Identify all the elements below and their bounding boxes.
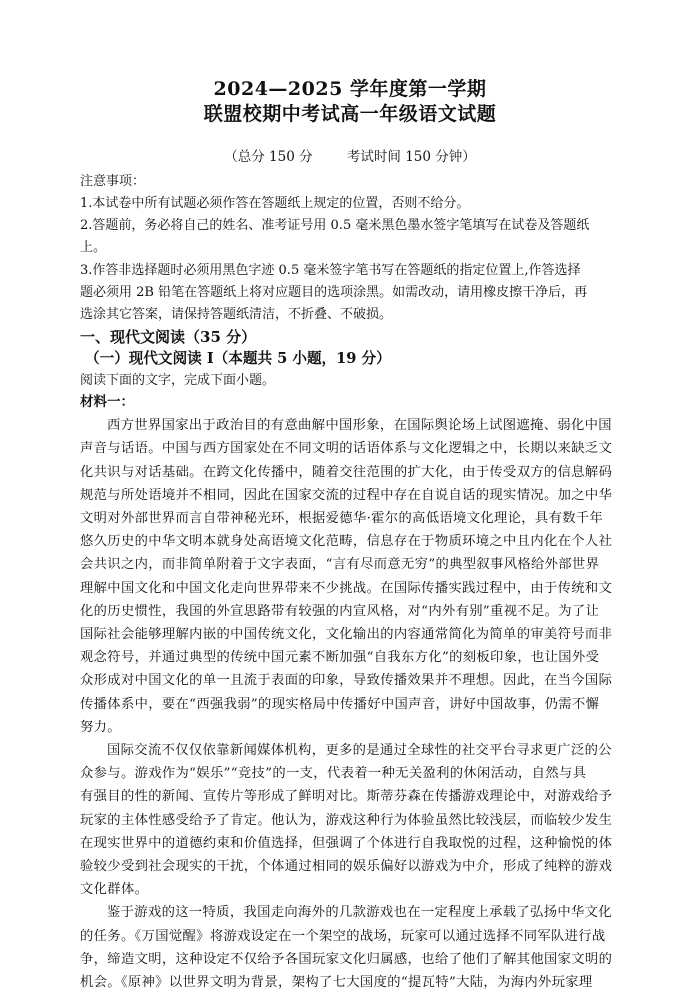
paragraph-line: 国际交流不仅仅依靠新闻媒体机构，更多的是通过全球性的社交平台寻求更广泛的公 <box>107 743 612 759</box>
exam-title-year: 2024—2025 学年度第一学期 <box>213 78 487 100</box>
material-label: 材料一： <box>80 394 134 411</box>
reading-instruction: 阅读下面的文字，完成下面小题。 <box>80 373 276 389</box>
paragraph-line: 观念符号，并通过典型的传统中国元素不断加强“自我东方化”的刻板印象，也让国外受 <box>80 650 600 666</box>
paragraph-line: 文明对外部世界而言自带神秘光环，根据爱德华·霍尔的高低语境文化理论，具有数千年 <box>80 511 604 527</box>
exam-page <box>80 0 620 994</box>
paragraph-line: 众参与。游戏作为“娱乐”“竞技”的一支，代表着一种无关盈利的休闲活动，自然与具 <box>80 766 587 782</box>
section-heading: 一、现代文阅读（35 分） <box>80 328 257 347</box>
notice-list <box>80 193 620 326</box>
exam-title-name: 联盟校期中考试高一年级语文试题 <box>203 103 497 125</box>
paragraph-1 <box>80 414 620 739</box>
paragraph-line: 理解中国文化和中国文化走向世界带来不少挑战。在国际传播实践过程中，由于传统和文 <box>80 580 613 596</box>
paragraph-line: 有强目的性的新闻、宣传片等形成了鲜明对比。斯蒂芬森在传播游戏理论中，对游戏给予 <box>80 789 613 805</box>
subsection-heading: （一）现代文阅读 I（本题共 5 小题，19 分） <box>85 350 391 368</box>
paragraph-line: 努力。 <box>80 719 121 735</box>
paragraph-line: 鉴于游戏的这一特质，我国走向海外的几款游戏也在一定程度上承载了弘扬中华文化 <box>107 905 612 921</box>
paragraph-3 <box>80 901 620 994</box>
paragraph-line: 的任务。《万国觉醒》将游戏设定在一个架空的战场，玩家可以通过选择不同军队进行战 <box>80 928 606 944</box>
paragraph-line: 玩家的主体性感受给予了肯定。他认为，游戏这种行为体验虽然比较浅层，而临较少发生 <box>80 812 613 828</box>
paragraph-line: 争，缔造文明，这种设定不仅给予各国玩家文化归属感，也给了他们了解其他国家文明的 <box>80 951 613 967</box>
notice-line: 1.本试卷中所有试题必须作答在答题纸上规定的位置，否则不给分。 <box>80 196 470 211</box>
paragraph-line: 验较少受到社会现实的干扰，个体通过相同的娱乐偏好以游戏为中介，形成了纯粹的游戏 <box>80 859 613 875</box>
paragraph-line: 会共识之内，而非简单附着于文字表面，“言有尽而意无穷”的典型叙事风格给外部世界 <box>80 557 600 573</box>
paragraph-line: 文化群体。 <box>80 882 149 898</box>
notice-line: 题必须用 2B 铅笔在答题纸上将对应题目的选项涂黑。如需改动，请用橡皮擦干净后，再 <box>80 284 588 300</box>
notice-heading: 注意事项： <box>80 174 146 189</box>
paragraph-line: 悠久历史的中华文明本就身处高语境文化范畴，信息存在于物质环境之中且内化在个人社 <box>80 534 613 550</box>
exam-score-time: （总分 150 分 考试时间 150 分钟） <box>224 149 476 165</box>
notice-line: 3.作答非选择题时必须用黑色字迹 0.5 毫米签字笔书写在答题纸的指定位置上,作答选择 <box>80 262 581 278</box>
notice-line: 2.答题前，务必将自己的姓名、准考证号用 0.5 毫米黑色墨水签字笔填写在试卷及答题纸 <box>80 218 590 234</box>
paragraph-line: 机会。《原神》以世界文明为背景，架构了七大国度的“提瓦特”大陆，为海内外玩家理 <box>80 975 593 991</box>
paragraph-line: 规范与所处语境并不相同，因此在国家交流的过程中存在自说自话的现实情况。加之中华 <box>80 487 613 503</box>
paragraph-line: 化的历史惯性，我国的外宣思路带有较强的内宣风格，对“内外有别”重视不足。为了让 <box>80 603 600 619</box>
paragraph-line: 国际社会能够理解内嵌的中国传统文化，文化输出的内容通常简化为简单的审美符号而非 <box>80 627 613 643</box>
notice-line: 上。 <box>80 240 107 256</box>
paragraph-line: 化共识与对话基础。在跨文化传播中，随着交往范围的扩大化，由于传受双方的信息解码 <box>80 464 613 480</box>
paragraph-line: 众形成对中国文化的单一且流于表面的印象，导致传播效果并不理想。因此，在当今国际 <box>80 673 613 689</box>
paragraph-line: 声音与话语。中国与西方国家处在不同文明的话语体系与文化逻辑之中，长期以来缺乏文 <box>80 441 613 457</box>
paragraph-line: 在现实世界中的道德约束和价值选择，但强调了个体进行自我取悦的过程，这种愉悦的体 <box>80 835 613 851</box>
paragraph-line: 西方世界国家出于政治目的有意曲解中国形象，在国际舆论场上试图遮掩、弱化中国 <box>107 418 612 434</box>
paragraph-2 <box>80 739 620 901</box>
notice-line: 选涂其它答案，请保持答题纸清洁，不折叠、不破损。 <box>80 307 393 323</box>
paragraph-line: 传播体系中，要在“西强我弱”的现实格局中传播好中国声音，讲好中国故事，仍需不懈 <box>80 696 600 712</box>
